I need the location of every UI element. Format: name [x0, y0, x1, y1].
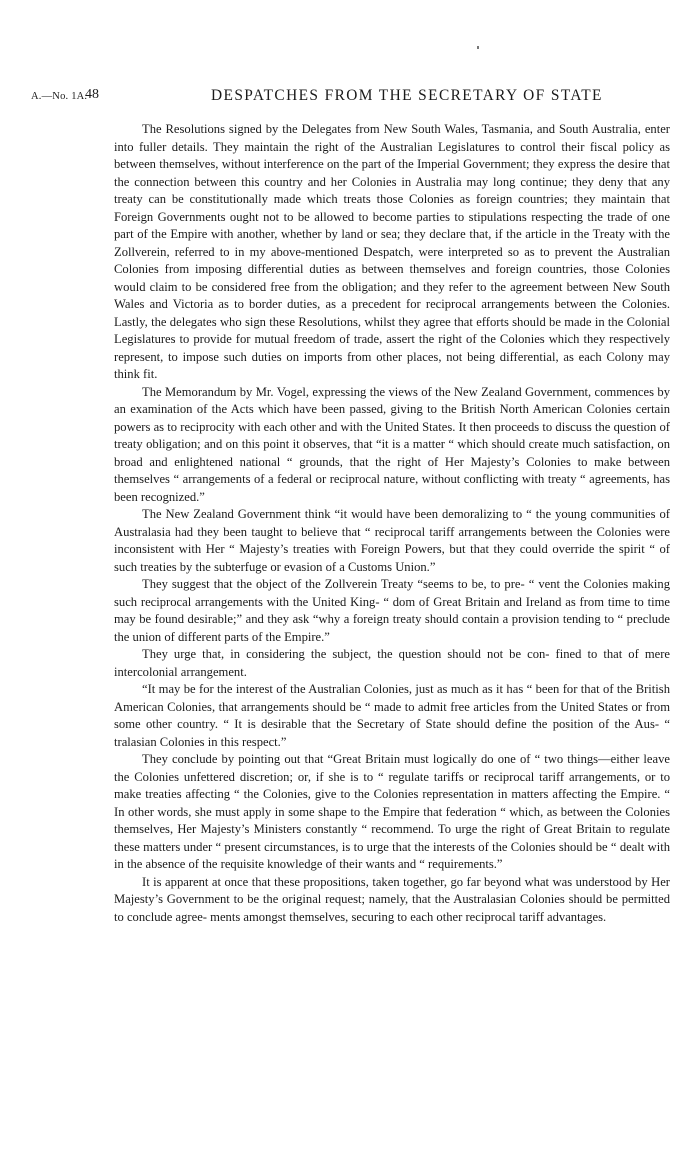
page-number: 48 [85, 87, 99, 102]
speck-mark [477, 46, 479, 49]
paragraph-1: The Resolutions signed by the Delegates from New South Wales, Tasmania, and South Australia, enter into fuller details. They maintain the right of the Australian Legislatures to control their fiscal policy as between themselves, without interference on the part of the Imperial Government; they express the desire that the connection between this country and her Colonies in Australia may long continue; they deny that any treaty can be constitutionally made which treats those Colonies as foreign countries; they maintain that Foreign Governments ought not to be allowed to become parties to stipulations respecting the trade of one part of the Empire with another, whether by land or sea; they declare that, if the article in the Treaty with the Zollverein, referred to in my above-mentioned Despatch, were interpreted so as to prevent the Australian Colonies from imposing differential duties as between themselves and foreign countries, those Colonies would claim to be considered free from the obligation; and they refer to the agreement between New South Wales and Victoria as to border duties, as a precedent for reciprocal arrangements between the Colonies. Lastly, the delegates who sign these Resolutions, whilst they agree that efforts should be made in the Colonial Legislatures to provide for mutual freedom of trade, assert the right of the Colonies which they respectively represent, to impose such duties on imports from other places, not being differential, as each Colony may think fit. [114, 122, 670, 381]
paragraph-4: They suggest that the object of the Zollverein Treaty “seems to be, to pre- “ vent the Colonies making such reciprocal arrangements with the United King- “ dom of Great Britain and Ireland as from time to time may be found desirable;” and they ask “why a foreign treaty should contain a provision tending to “ preclude the union of different parts of the Empire.” [114, 577, 670, 644]
paragraph-3: The New Zealand Government think “it would have been demoralizing to “ the young communities of Australasia had they been taught to believe that “ reciprocal tariff arrangements between the Colonies were inconsistent with Her “ Majesty’s treaties with Foreign Powers, but that they could override the spirit “ of such treaties by the subterfuge or evasion of a Customs Union.” [114, 507, 670, 574]
paragraph-8: It is apparent at once that these propositions, taken together, go far beyond what was understood by Her Majesty’s Government to be the original request; namely, that the Australasian Colonies should be permitted to conclude agree- ments amongst themselves, securing to each other reciprocal tariff advantages. [114, 874, 670, 924]
paragraph-2: The Memorandum by Mr. Vogel, expressing the views of the New Zealand Government, commences by an examination of the Acts which have been passed, giving to the British North American Colonies certain powers as to reciprocity with each other and with the United States. It then proceeds to discuss the question of treaty obligation; and on this point it observes, that “it is a matter “ which should create much satisfaction, on broad and enlightened national “ grounds, that the right of Her Majesty’s Colonies to make between themselves “ arrangements of a federal or reciprocal nature, without conflicting with treaty “ agreements, has been recognized.” [114, 384, 670, 504]
paragraph-6: “It may be for the interest of the Australian Colonies, just as much as it has “ been for that of the British American Colonies, that arrangements should be “ made to admit free articles from the United States or from some other country. “ It is desirable that the Secretary of State should define the position of the Aus- “ tralasian Colonies in this respect.” [114, 682, 670, 749]
page-header [31, 87, 603, 109]
running-title: DESPATCHES FROM THE SECRETARY OF STATE [211, 87, 603, 104]
paragraph-7: They conclude by pointing out that “Great Britain must logically do one of “ two things—either leave the Colonies unfettered discretion; or, if she is to “ regulate tariffs or reciprocal tariff arrangements, or to make treaties affecting “ the Colonies, give to the Colonies representation in matters affecting the Empire. “ In other words, she must apply in some shape to the Empire that federation “ which, as between the Colonies themselves, Her Majesty’s Ministers constantly “ recommend. To urge the right of Great Britain to regulate these matters under “ present circumstances, is to urge that the interests of the Colonies should be “ dealt with in the absence of the requisite knowledge of their wants and “ requirements.” [114, 752, 670, 871]
paragraph-5: They urge that, in considering the subject, the question should not be con- fined to that of mere intercolonial arrangement. [114, 647, 670, 679]
paper-reference: A.—No. 1A. [31, 91, 88, 102]
body-text [114, 121, 670, 926]
